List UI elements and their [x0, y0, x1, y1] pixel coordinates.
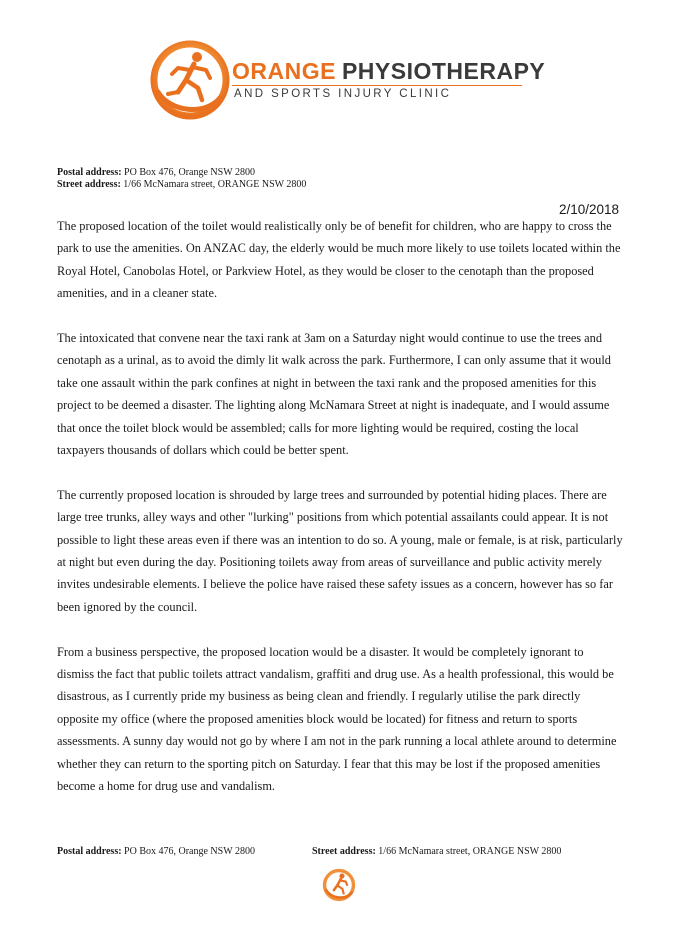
- paragraph: The currently proposed location is shrouded by large trees and surrounded by potential hiding places. There are large tree trunks, alley ways and other "lurking" positions from which potential assailants could appear. It is not possible to light these areas even if there was an intention to do so. A young, male or female, is at risk, particularly at night but even during the day. Positioning toilets away from areas of surveillance and public activity merely invites undesirable elements. I believe the police have raised these safety issues as a concern, however has so far been ignored by the council.: [57, 487, 623, 614]
- footer-street-address: [312, 846, 561, 857]
- running-person-icon: [150, 40, 230, 120]
- address-block: [57, 167, 306, 191]
- postal-address-value: PO Box 476, Orange NSW 2800: [121, 167, 255, 178]
- street-address-value: 1/66 McNamara street, ORANGE NSW 2800: [120, 179, 307, 190]
- street-address-line: [57, 179, 306, 191]
- paragraph: The proposed location of the toilet would realistically only be of benefit for children, who are happy to cross the park to use the amenities. On ANZAC day, the elderly would be much more likely to use toilets located within the Royal Hotel, Canobolas Hotel, or Parkview Hotel, as they would be closer to the cenotaph than the proposed amenities, and in a cleaner state.: [57, 219, 621, 301]
- letter-body: [57, 215, 623, 820]
- footer-logo-icon: [322, 868, 356, 902]
- logo-title: [232, 58, 545, 85]
- footer-postal-address: [57, 846, 255, 857]
- postal-address-line: [57, 167, 306, 179]
- clinic-logo: [150, 40, 546, 120]
- paragraph: The intoxicated that convene near the taxi rank at 3am on a Saturday night would continue to use the trees and cenotaph as a urinal, as to avoid the dimly lit walk across the park. Furthermore, I can only assume that it would take one assault within the park confines at night in between the taxi rank and the proposed amenities for this project to be deemed a disaster. The lighting along McNamara Street at night is inadequate, and I would assume that once the toilet block would be assembled; calls for more lighting would be required, costing the local taxpayers thousands of dollars which could be better spent.: [57, 331, 611, 458]
- logo-word-physiotherapy: PHYSIOTHERAPY: [341, 58, 546, 84]
- street-address-label: Street address:: [57, 179, 121, 190]
- postal-address-label: Postal address:: [57, 167, 122, 178]
- footer-postal-label: Postal address:: [57, 846, 122, 857]
- paragraph: From a business perspective, the proposed location would be a disaster. It would be completely ignorant to dismiss the fact that public toilets attract vandalism, graffiti and drug use. As a health professional, this would be disastrous, as I currently pride my business as being clean and friendly. I regularly utilise the park directly opposite my office (where the proposed amenities block would be located) for fitness and return to sports assessments. A sunny day would not go by where I am not in the park running a local athlete around to determine whether they can return to the sporting pitch on Saturday. I fear that this may be lost if the proposed amenities become a home for drug use and vandalism.: [57, 644, 617, 794]
- logo-subtitle: AND SPORTS INJURY CLINIC: [234, 88, 452, 100]
- footer-street-value: 1/66 McNamara street, ORANGE NSW 2800: [375, 846, 562, 857]
- logo-divider: [232, 85, 522, 86]
- footer-street-label: Street address:: [312, 846, 376, 857]
- letter-date: 2/10/2018: [558, 202, 619, 217]
- footer-postal-value: PO Box 476, Orange NSW 2800: [121, 846, 255, 857]
- logo-word-orange: ORANGE: [232, 58, 336, 84]
